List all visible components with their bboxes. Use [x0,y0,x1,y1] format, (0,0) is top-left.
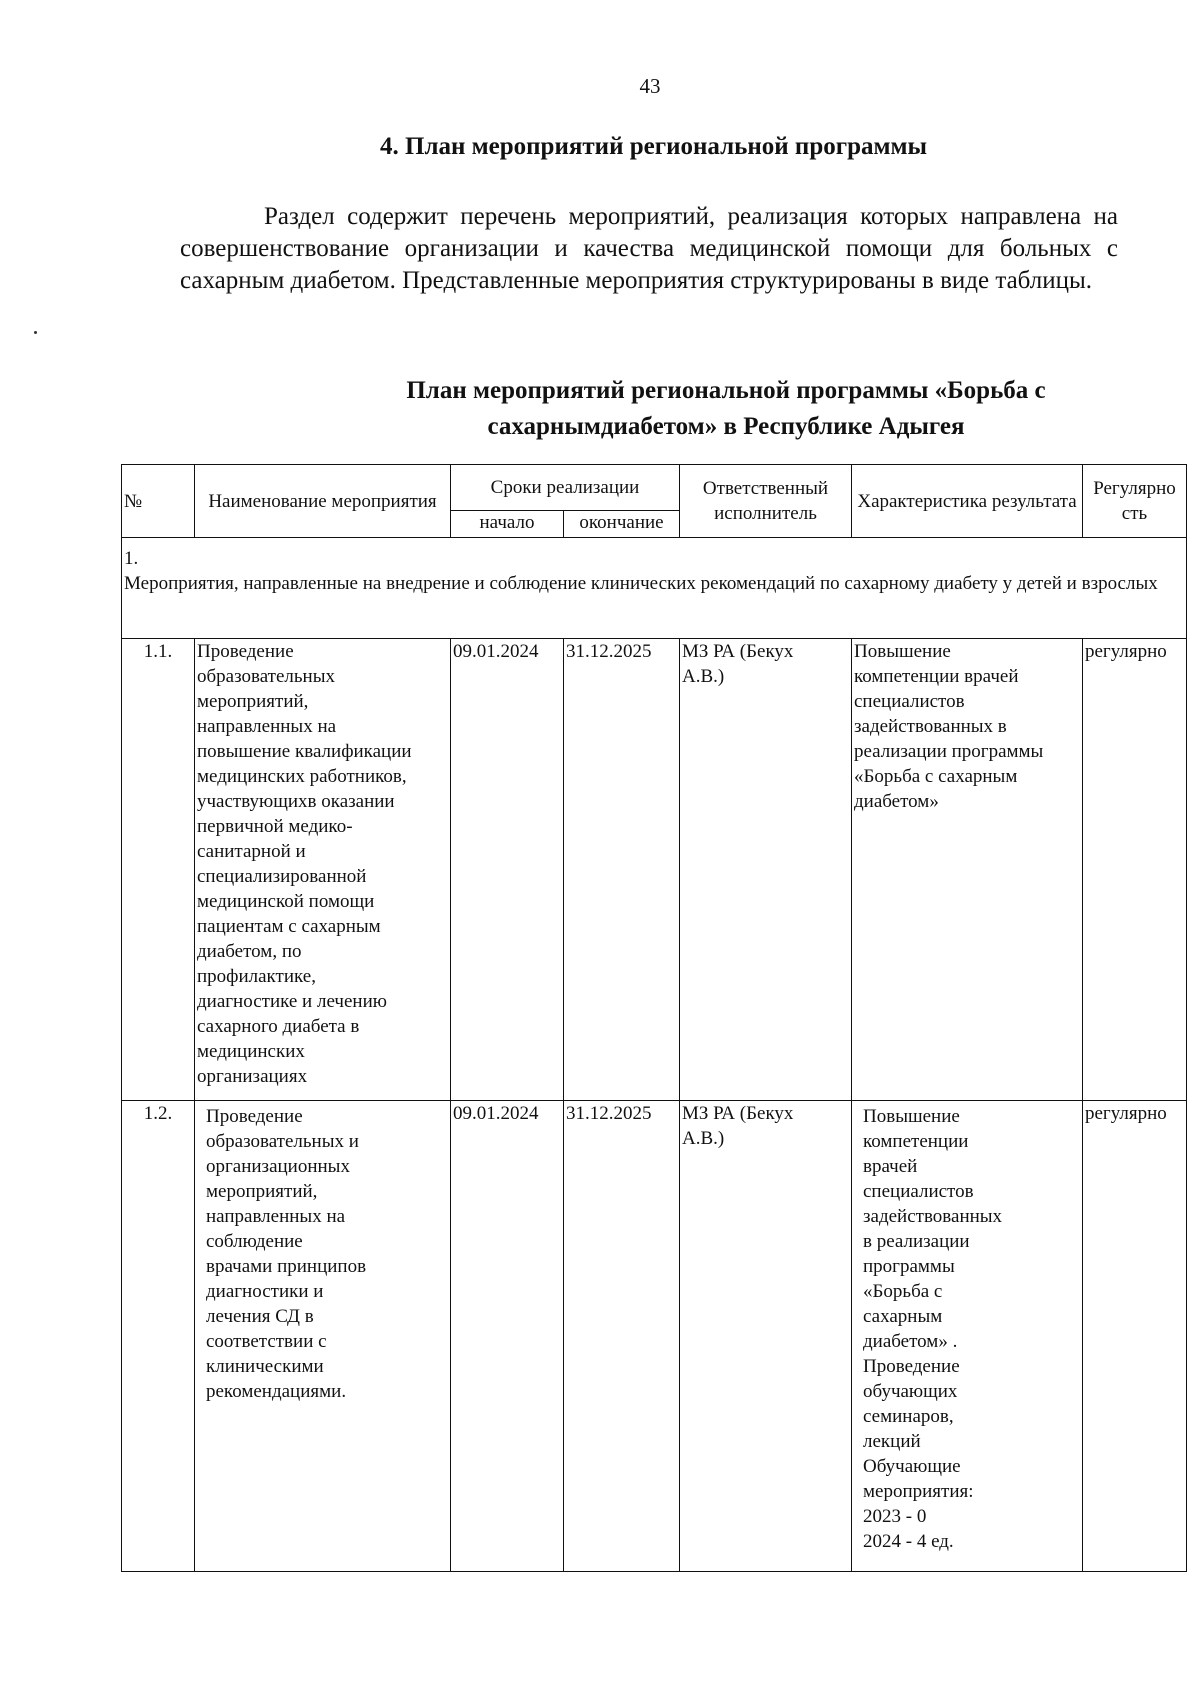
table-title-line-1: План мероприятий региональной программы «Борьба с [406,377,1046,404]
table-title-line-2: сахарнымдиабетом» в Республике Адыгея [487,413,965,440]
row-result: Повышение компетенции врачей специалистов задействованных в реализации программы «Борьба с сахарным диабетом» [852,639,1083,1101]
header-implementation-terms: Сроки реализации [451,465,680,511]
header-activity-name: Наименование мероприятия [195,465,451,538]
table-row [122,1101,1187,1572]
table-header-row [122,465,1187,511]
row-regularity: регулярно [1083,639,1187,1101]
scan-speck [34,331,37,334]
row-number: 1.2. [122,1101,195,1572]
row-regularity: регулярно [1083,1101,1187,1572]
section-row [122,538,1187,639]
header-start: начало [451,510,564,537]
section-number: 1. [124,548,139,569]
row-responsible: МЗ РА (Бекух А.В.) [680,1101,852,1572]
header-regularity: Регулярно сть [1083,465,1187,538]
row-number: 1.1. [122,639,195,1101]
row-end-date: 31.12.2025 [564,1101,680,1572]
page-number: 43 [639,74,661,98]
section-title: 4. План мероприятий региональной программы [380,133,928,160]
row-result: Повышение компетенции врачей специалистов задействованных в реализации программы «Борьба с сахарным диабетом» . Проведение обучающих семинаров, лекций Обучающие мероприятия: 2023 - 0 2024 - 4 ед. [852,1101,1083,1572]
section-cell [122,538,1187,639]
activity-plan-table [121,464,1187,1572]
intro-paragraph: Раздел содержит перечень мероприятий, реализация которых направлена на совершенствование организации и качества медицинской помощи для больных с сахарным диабетом. Представленные мероприятия структурированы в виде таблицы. [180,203,1118,294]
section-text: Мероприятия, направленные на внедрение и соблюдение клинических рекомендаций по сахарному диабету у детей и взрослых [124,573,1158,594]
header-end: окончание [564,510,680,537]
row-end-date: 31.12.2025 [564,639,680,1101]
header-responsible: Ответственный исполнитель [680,465,852,538]
header-result: Характеристика результата [852,465,1083,538]
row-responsible: МЗ РА (Бекух А.В.) [680,639,852,1101]
row-start-date: 09.01.2024 [451,639,564,1101]
row-activity-name: Проведение образовательных мероприятий, направленных на повышение квалификации медицинских работников, участвующихв оказании первичной медико- санитарной и специализированной медицинской помощи пациентам с сахарным диабетом, по профилактике, диагностике и лечению сахарного диабета в медицинских организациях [195,639,451,1101]
table-title [356,373,1096,445]
header-number: № [122,465,195,538]
row-start-date: 09.01.2024 [451,1101,564,1572]
table-row [122,639,1187,1101]
row-activity-name: Проведение образовательных и организационных мероприятий, направленных на соблюдение врачами принципов диагностики и лечения СД в соответствии с клиническими рекомендациями. [195,1101,451,1572]
